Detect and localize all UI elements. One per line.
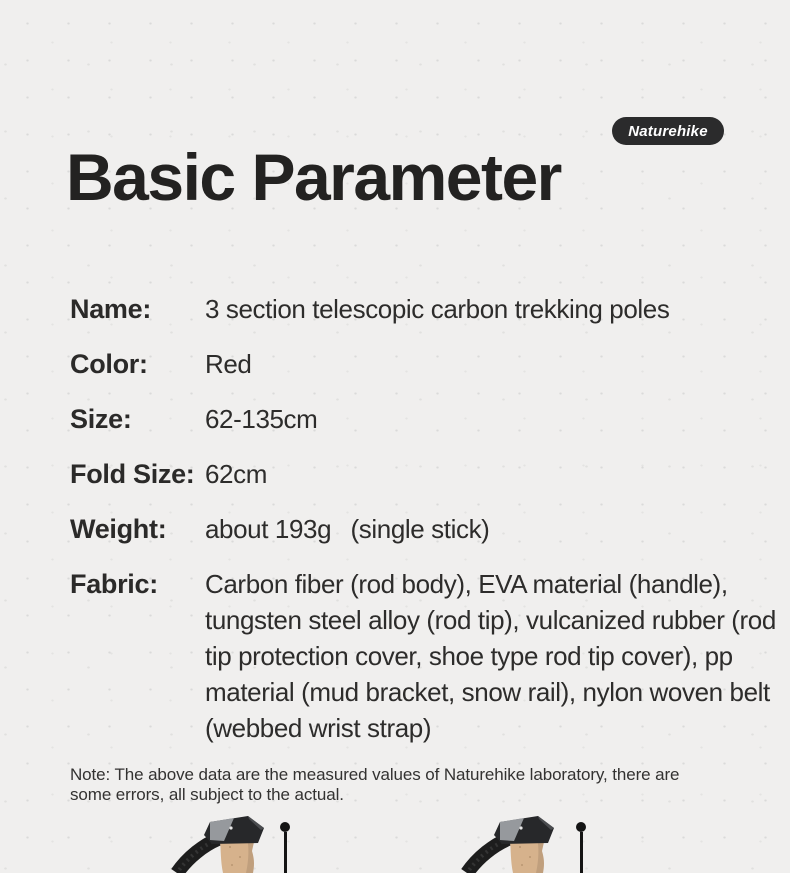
callout-dot (280, 822, 290, 832)
param-row-color (70, 346, 776, 382)
callout-line (284, 832, 287, 873)
param-label: Fabric: (70, 569, 158, 599)
param-row-fabric (70, 566, 776, 746)
param-label: Fold Size: (70, 459, 195, 489)
param-row-size (70, 401, 776, 437)
callout-dot (576, 822, 586, 832)
param-row-name (70, 291, 776, 327)
param-value: Red (205, 349, 252, 379)
page-title: Basic Parameter (66, 140, 561, 214)
param-value: 62-135cm (205, 404, 318, 434)
callout-line (580, 832, 583, 873)
disclaimer-note: Note: The above data are the measured values of Naturehike laboratory, there are some errors, all subject to the actual. (70, 765, 680, 804)
param-value: 3 section telescopic carbon trekking poles (205, 294, 670, 324)
param-row-weight (70, 511, 776, 547)
param-label: Size: (70, 404, 132, 434)
param-value: Carbon fiber (rod body), EVA material (handle), tungsten steel alloy (rod tip), vulcanized rubber (rod tip protection cover, shoe type rod tip cover), pp material (mud bracket, snow rail), nylon woven belt (webbed wrist strap) (205, 569, 776, 743)
brand-badge (612, 117, 724, 145)
param-value: about 193g (single stick) (205, 514, 490, 544)
parameter-list (70, 291, 776, 805)
trekking-pole-handle-icon (450, 813, 580, 873)
param-label: Color: (70, 349, 148, 379)
param-value: 62cm (205, 459, 267, 489)
param-row-fold-size (70, 456, 776, 492)
brand-badge-label: Naturehike (628, 122, 708, 140)
param-label: Name: (70, 294, 152, 324)
param-label: Weight: (70, 514, 167, 544)
trekking-pole-handle-icon (160, 813, 290, 873)
